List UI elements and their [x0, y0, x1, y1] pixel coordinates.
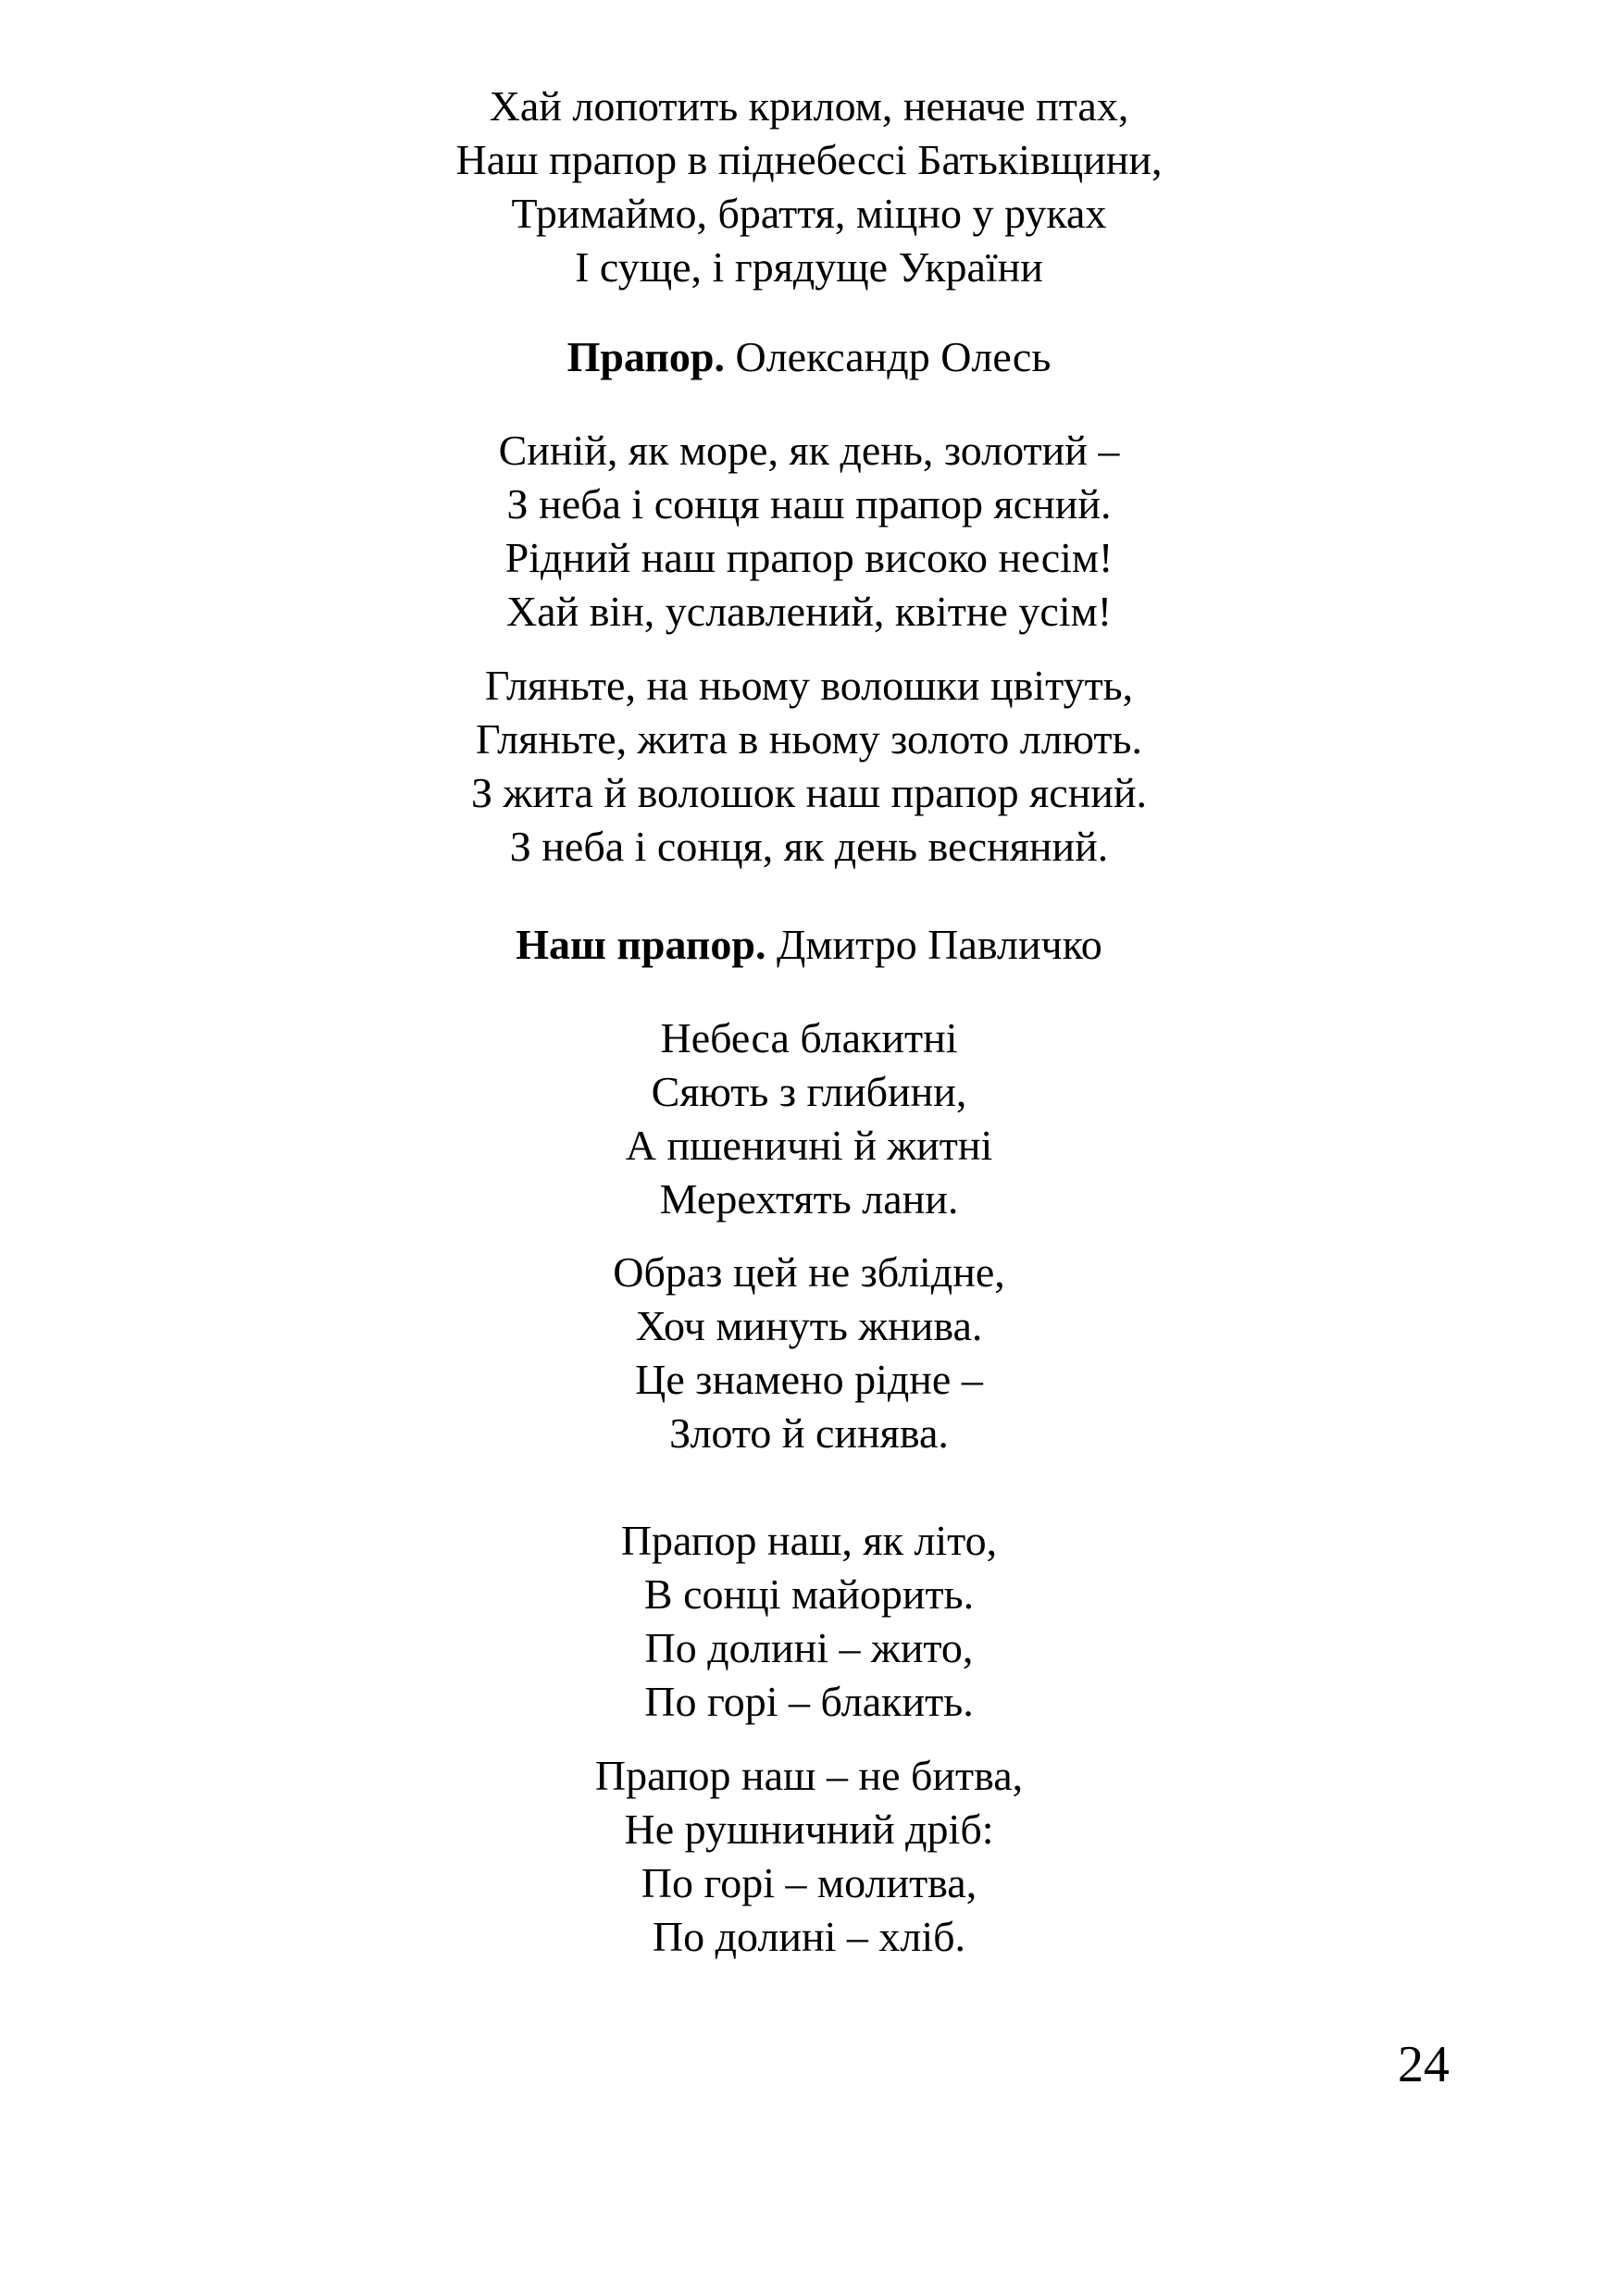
- poem-line: Злото й синява.: [669, 1409, 949, 1457]
- poem-line: А пшеничні й житні: [625, 1122, 993, 1169]
- poem-line: Мерехтять лани.: [659, 1175, 959, 1222]
- poem-heading: [0, 918, 1618, 972]
- poem-line: Прапор наш, як літо,: [620, 1517, 998, 1564]
- poem-title: Прапор.: [566, 333, 725, 380]
- stanza: [0, 1749, 1618, 1964]
- page-number: 24: [1398, 2036, 1450, 2093]
- stanza: [0, 424, 1618, 639]
- poem-line: Рідний наш прапор високо несім!: [504, 534, 1114, 581]
- poem-title: Наш прапор.: [516, 921, 766, 968]
- poem-line: З неба і сонця наш прапор ясний.: [506, 480, 1112, 527]
- poem-line: Тримаймо, браття, міцно у руках: [511, 190, 1107, 237]
- poem-line: Гляньте, на ньому волошки цвітуть,: [484, 662, 1134, 709]
- poem-line: Хоч минуть жнива.: [635, 1302, 983, 1349]
- poem-line: З неба і сонця, як день весняний.: [509, 823, 1109, 870]
- poem-line: Хай він, уславлений, квітне усім!: [505, 588, 1113, 635]
- poem-line: Синій, як море, як день, золотий –: [498, 427, 1120, 474]
- stanza: [0, 659, 1618, 874]
- poem-author: Дмитро Павличко: [776, 921, 1102, 968]
- poem-line: Гляньте, жита в ньому золото ллють.: [475, 715, 1143, 763]
- poem-line: З жита й волошок наш прапор ясний.: [470, 769, 1148, 816]
- poem-line: Це знамено рідне –: [635, 1356, 983, 1403]
- stanza: [0, 1514, 1618, 1729]
- opening-stanza: [0, 80, 1618, 294]
- poem-line: По горі – блакить.: [644, 1678, 974, 1725]
- poem-line: Сяють з глибини,: [651, 1068, 967, 1115]
- poem-line: Прапор наш – не битва,: [594, 1752, 1024, 1799]
- poem-line: Небеса блакитні: [660, 1014, 958, 1061]
- poem-line: В сонці майорить.: [643, 1570, 975, 1618]
- poem-line: По долині – жито,: [644, 1624, 974, 1671]
- poem-line: Наш прапор в піднебессі Батьківщини,: [455, 136, 1163, 183]
- poem-line: По горі – молитва,: [641, 1859, 977, 1906]
- stanza: [0, 1246, 1618, 1460]
- poem-line: І суще, і грядуще України: [575, 243, 1043, 291]
- poem-line: Хай лопотить крилом, неначе птах,: [489, 82, 1129, 130]
- stanza: [0, 1011, 1618, 1226]
- poem-line: Образ цей не зблідне,: [613, 1248, 1005, 1296]
- poem-line: По долині – хліб.: [652, 1913, 966, 1960]
- poem-line: Не рушничний дріб:: [624, 1806, 994, 1853]
- poem-author: Олександр Олесь: [735, 333, 1052, 380]
- poem-heading: [0, 330, 1618, 384]
